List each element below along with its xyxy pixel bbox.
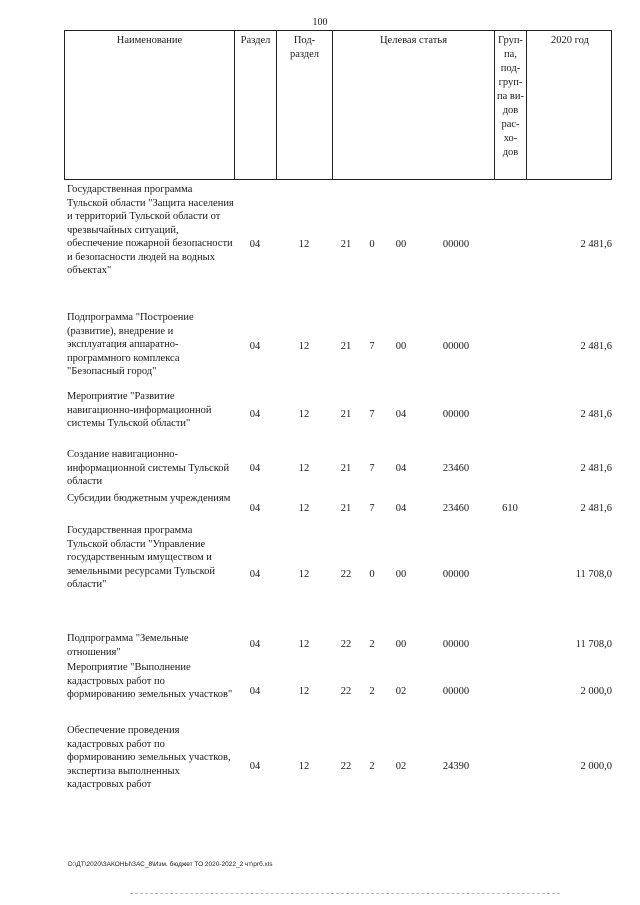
cell-c2: 7 (369, 503, 375, 514)
cell-podrazdel: 12 (298, 409, 310, 420)
cell-c1: 21 (340, 409, 352, 420)
cell-amount: 11 708,0 (575, 639, 612, 650)
cell-razdel: 04 (249, 761, 261, 772)
cell-razdel: 04 (249, 686, 261, 697)
cell-podrazdel: 12 (298, 761, 310, 772)
cell-amount: 2 000,0 (580, 761, 612, 772)
cell-c4: 00000 (442, 569, 470, 580)
page-number: 100 (312, 17, 328, 28)
cell-razdel: 04 (249, 639, 261, 650)
cell-razdel: 04 (249, 503, 261, 514)
table-header (64, 30, 612, 180)
header-section: Раздел (235, 31, 277, 179)
row-name: Обеспечение проведения кадастровых работ по формированию земельных участков, экспертиза выполненных кадастровых работ (67, 725, 231, 790)
cell-razdel: 04 (249, 239, 261, 250)
cell-c4: 00000 (442, 341, 470, 352)
cell-podrazdel: 12 (298, 639, 310, 650)
cell-c1: 21 (340, 503, 352, 514)
cell-c3: 00 (395, 569, 407, 580)
cell-c4: 00000 (442, 686, 470, 697)
cell-c2: 2 (369, 639, 375, 650)
cell-razdel: 04 (249, 569, 261, 580)
cell-c4: 00000 (442, 639, 470, 650)
cell-c2: 7 (369, 409, 375, 420)
cell-razdel: 04 (249, 409, 261, 420)
header-name: Наименование (65, 31, 235, 179)
cell-c3: 04 (395, 503, 407, 514)
cell-razdel: 04 (249, 463, 261, 474)
cell-c3: 04 (395, 463, 407, 474)
cell-podrazdel: 12 (298, 686, 310, 697)
cell-c4: 23460 (442, 503, 470, 514)
row-name: Государственная программа Тульской области "Управление государственным имуществом и земельными ресурсами Тульской области" (67, 525, 216, 590)
cell-c3: 02 (395, 761, 407, 772)
row-name: Государственная программа Тульской области "Защита населения и территорий Тульской области от чрезвычайных ситуаций, обеспечение пожарной безопасности и безопасности людей на водных объектах" (67, 184, 234, 276)
cell-podrazdel: 12 (298, 239, 310, 250)
cell-c3: 00 (395, 341, 407, 352)
cell-podrazdel: 12 (298, 569, 310, 580)
row-name: Подпрограмма "Земельные отношения" (67, 633, 189, 658)
cell-c1: 22 (340, 761, 352, 772)
cell-c2: 7 (369, 341, 375, 352)
cell-c1: 22 (340, 569, 352, 580)
header-group: Груп- па, под- груп- па ви- дов рас- хо- дов (495, 31, 527, 179)
cell-razdel: 04 (249, 341, 261, 352)
header-year: 2020 год (551, 35, 589, 46)
cell-c2: 7 (369, 463, 375, 474)
footer-path: D:\ДТ\2020\ЗАКОНЫ\ЗАС_8\Изм. бюджет ТО 2020-2022_2 чт\рrб.xls (68, 861, 273, 868)
header-target: Целевая статья (333, 31, 495, 179)
cell-podrazdel: 12 (298, 503, 310, 514)
cell-c4: 00000 (442, 409, 470, 420)
cell-amount: 2 481,6 (580, 463, 612, 474)
cell-c1: 21 (340, 463, 352, 474)
cell-c3: 00 (395, 239, 407, 250)
cell-amount: 2 481,6 (580, 341, 612, 352)
cell-amount: 11 708,0 (575, 569, 612, 580)
cell-c2: 2 (369, 686, 375, 697)
cell-c4: 00000 (442, 239, 470, 250)
row-name: Мероприятие "Развитие навигационно-информационной системы Тульской области" (67, 391, 212, 429)
row-name: Мероприятие "Выполнение кадастровых работ по формированию земельных участков" (67, 662, 233, 700)
header-subsection: Под- раздел (277, 31, 333, 179)
cell-c1: 22 (340, 686, 352, 697)
cell-c3: 04 (395, 409, 407, 420)
cell-c4: 24390 (442, 761, 470, 772)
cell-c3: 02 (395, 686, 407, 697)
cell-amount: 2 000,0 (580, 686, 612, 697)
cell-c1: 21 (340, 239, 352, 250)
row-name: Создание навигационно-информационной системы Тульской области (67, 449, 230, 487)
cell-c1: 21 (340, 341, 352, 352)
bottom-rule (130, 893, 560, 894)
cell-c3: 00 (395, 639, 407, 650)
cell-c2: 0 (369, 569, 375, 580)
row-name: Субсидии бюджетным учреждениям (67, 493, 231, 504)
cell-c4: 23460 (442, 463, 470, 474)
row-name: Подпрограмма "Построение (развитие), внедрение и эксплуатация аппаратно-программного комплекса "Безопасный город" (67, 312, 194, 377)
cell-podrazdel: 12 (298, 463, 310, 474)
cell-c1: 22 (340, 639, 352, 650)
cell-podrazdel: 12 (298, 341, 310, 352)
cell-c2: 2 (369, 761, 375, 772)
cell-amount: 2 481,6 (580, 239, 612, 250)
cell-grp: 610 (502, 503, 518, 514)
cell-amount: 2 481,6 (580, 409, 612, 420)
cell-c2: 0 (369, 239, 375, 250)
cell-amount: 2 481,6 (580, 503, 612, 514)
